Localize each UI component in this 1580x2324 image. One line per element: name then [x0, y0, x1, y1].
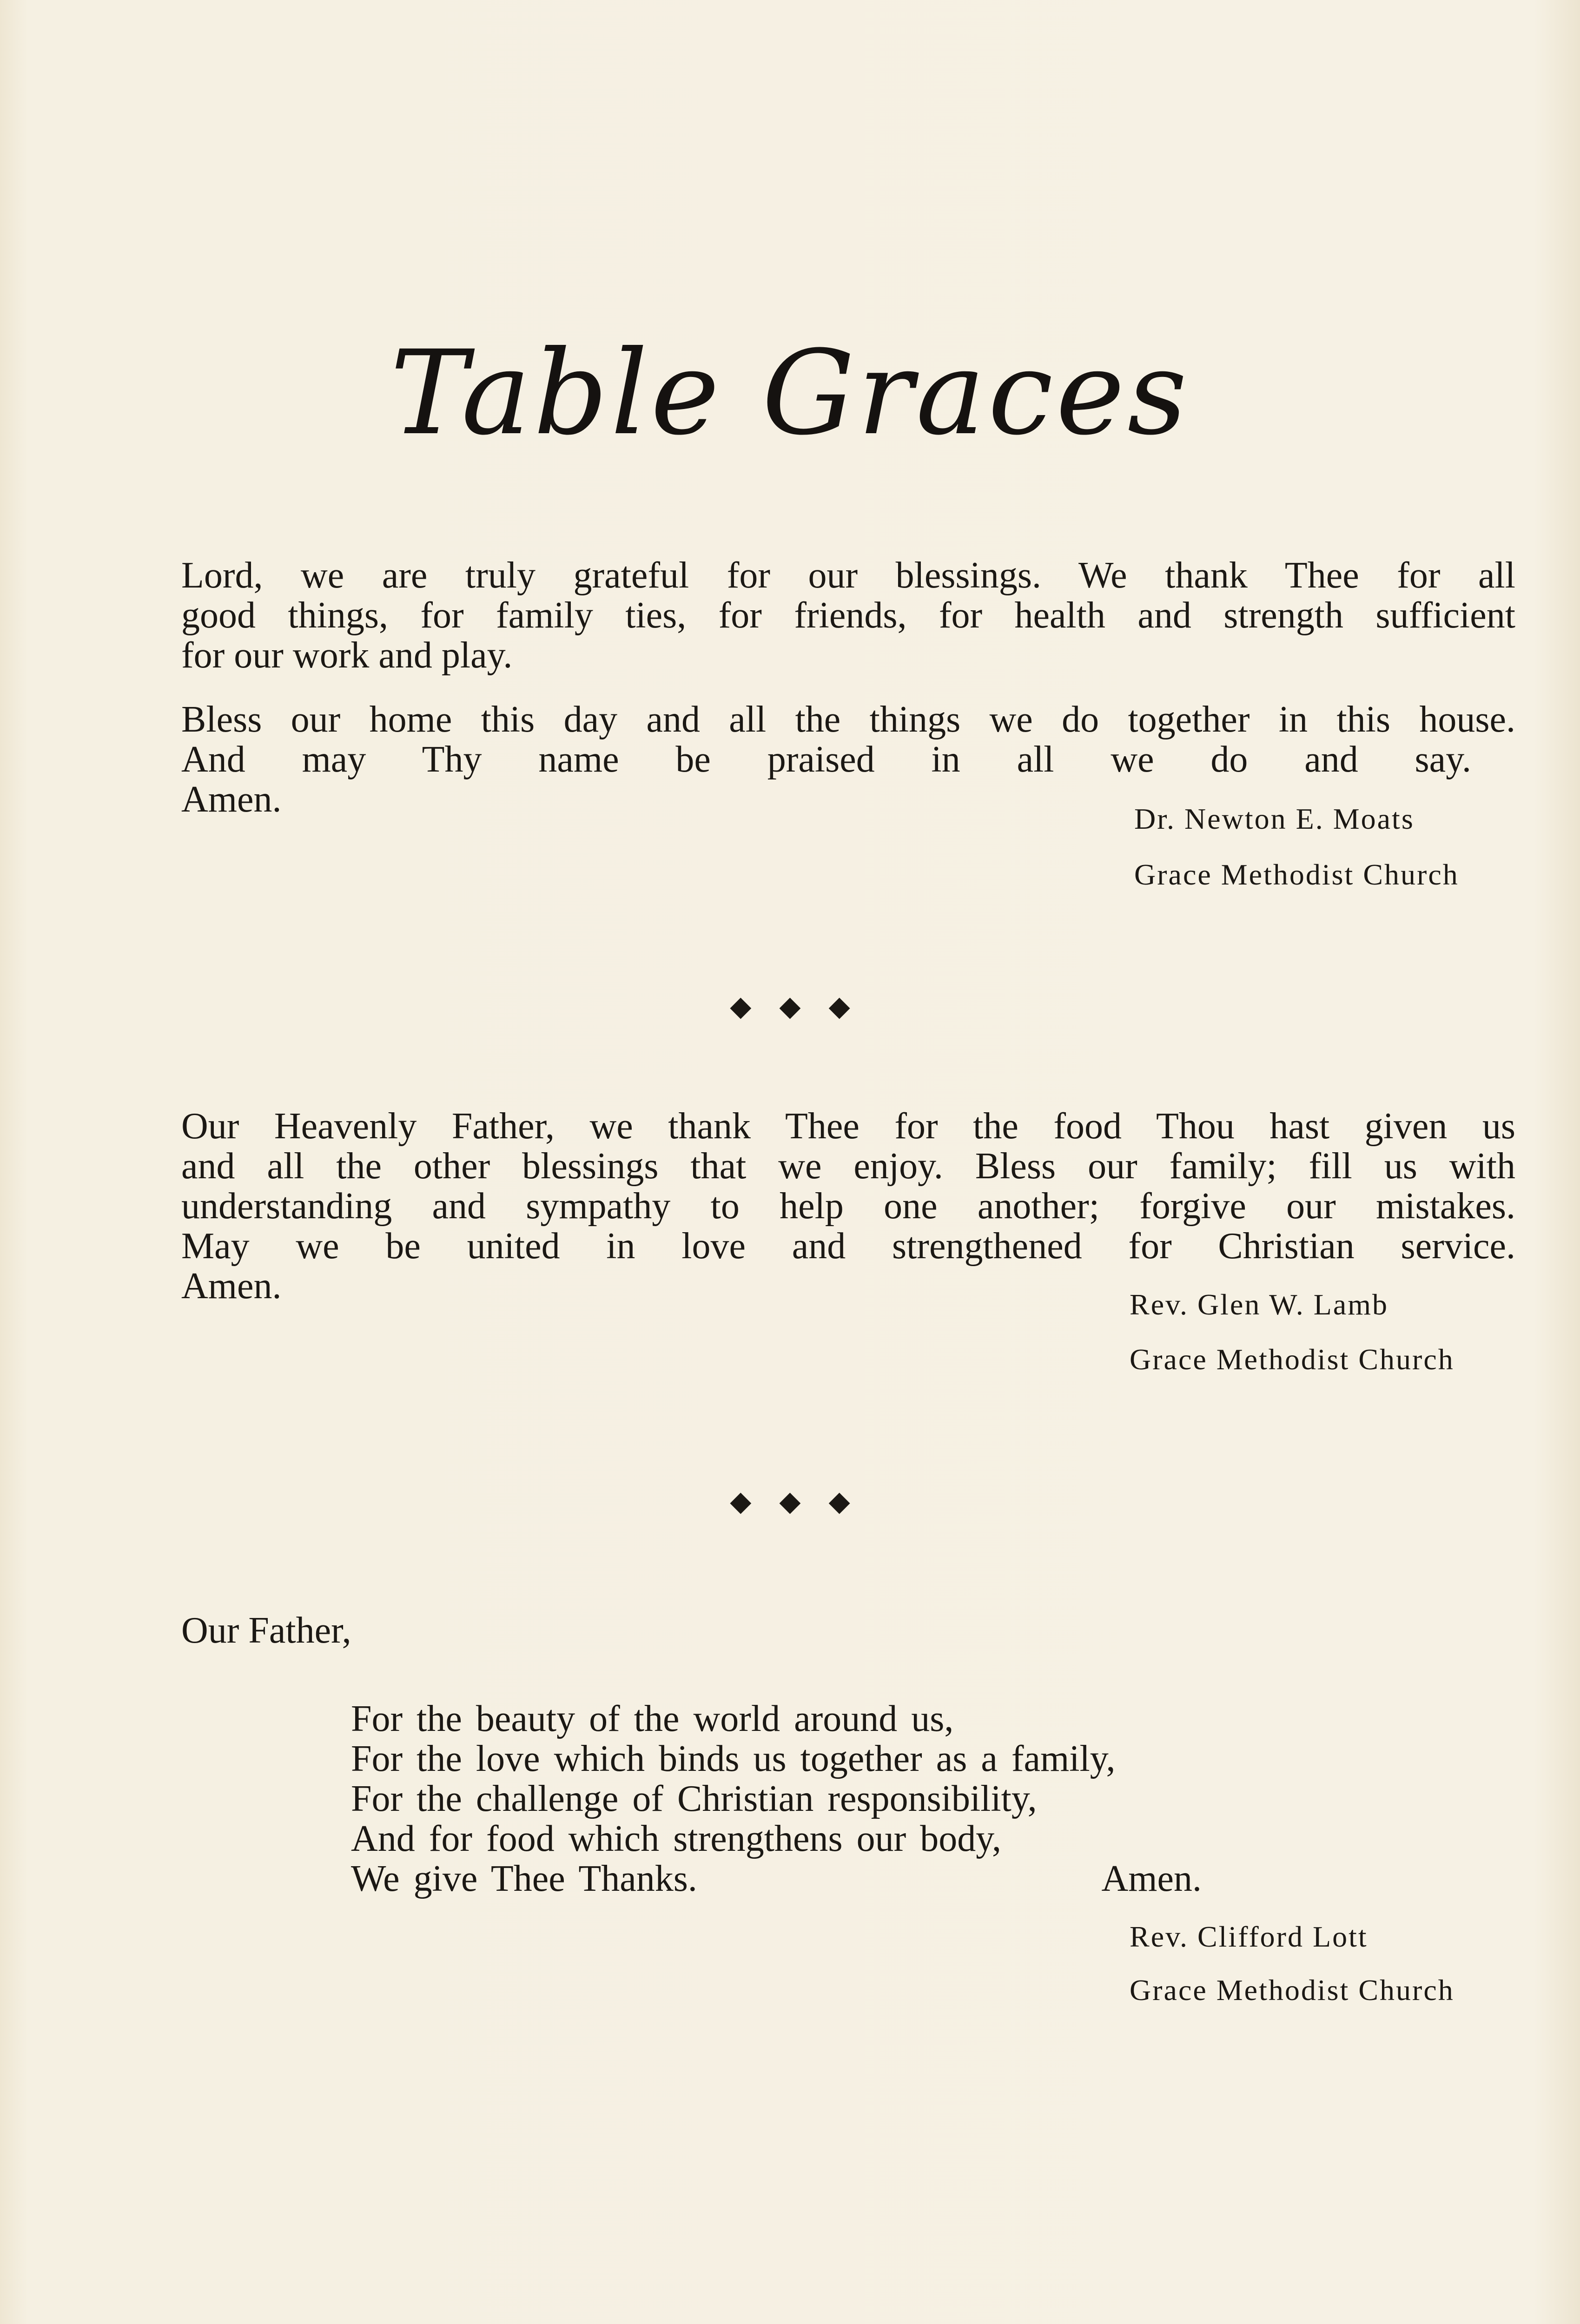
- grace-1-line: good things, for family ties, for friends, for health and strength sufficient: [181, 595, 1515, 636]
- grace-3-line: We give Thee Thanks.: [351, 1858, 697, 1899]
- grace-1-line: Lord, we are truly grateful for our blessings. We thank Thee for all: [181, 555, 1515, 596]
- diamond-divider: ◆◆◆: [730, 991, 878, 1022]
- grace-2-church: Grace Methodist Church: [1130, 1343, 1454, 1376]
- grace-3-salutation: Our Father,: [181, 1610, 351, 1651]
- grace-3-line: For the love which binds us together as a family,: [351, 1738, 1116, 1779]
- grace-1-author: Dr. Newton E. Moats: [1134, 802, 1415, 835]
- grace-1-line: for our work and play.: [181, 635, 513, 676]
- grace-1-paragraph-2: [181, 700, 1515, 819]
- grace-3-line: And for food which strengthens our body,: [351, 1818, 1002, 1859]
- grace-2-author: Rev. Glen W. Lamb: [1130, 1288, 1388, 1321]
- grace-2-line: understanding and sympathy to help one another; forgive our mistakes.: [181, 1186, 1515, 1227]
- grace-1-paragraph-1: [181, 555, 1515, 675]
- grace-3-closing-line: [351, 1859, 1202, 1899]
- grace-3-line: For the challenge of Christian responsibility,: [351, 1778, 1037, 1819]
- grace-2-line: May we be united in love and strengthened for Christian service.: [181, 1226, 1515, 1267]
- amen: Amen.: [181, 1266, 282, 1307]
- grace-1-church: Grace Methodist Church: [1134, 858, 1459, 891]
- diamond-divider: ◆◆◆: [730, 1486, 878, 1517]
- amen: Amen.: [181, 779, 282, 820]
- page-title: Table Graces: [390, 325, 1190, 461]
- grace-1-line: Bless our home this day and all the things we do together in this house.: [181, 699, 1515, 740]
- grace-2-line: Our Heavenly Father, we thank Thee for the food Thou hast given us: [181, 1106, 1515, 1147]
- grace-3-author: Rev. Clifford Lott: [1130, 1920, 1368, 1953]
- amen: Amen.: [1101, 1858, 1202, 1899]
- grace-3-church: Grace Methodist Church: [1130, 1974, 1454, 2007]
- grace-2-paragraph: [181, 1106, 1515, 1306]
- grace-2-line: and all the other blessings that we enjoy. Bless our family; fill us with: [181, 1146, 1515, 1187]
- grace-3-line: For the beauty of the world around us,: [351, 1698, 954, 1739]
- grace-1-line: And may Thy name be praised in all we do and say.: [181, 739, 1471, 780]
- grace-3-verse: [351, 1699, 1276, 1899]
